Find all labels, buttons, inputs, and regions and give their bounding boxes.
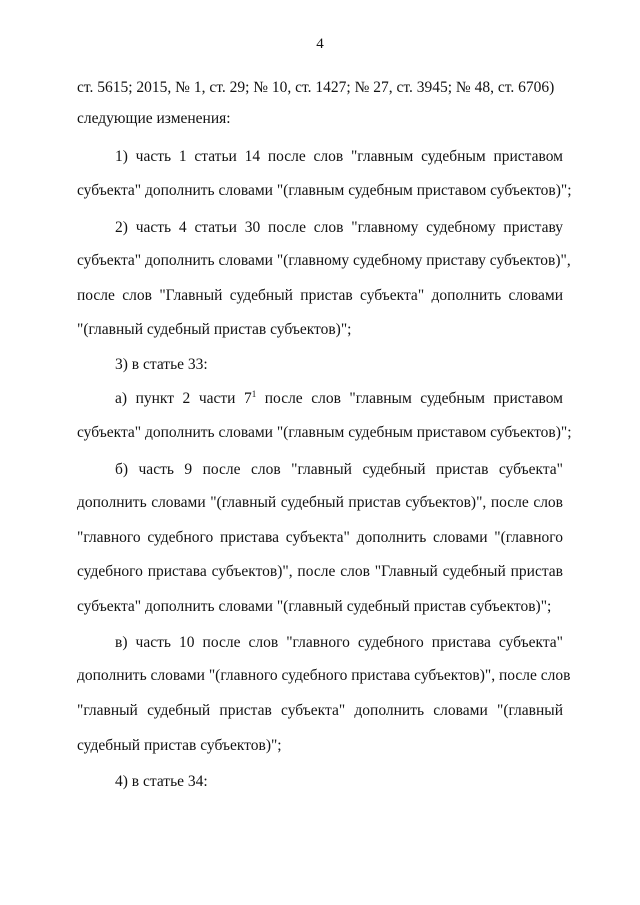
text-line: дополнить словами "(главного судебного пристава субъектов)", после слов bbox=[77, 667, 571, 684]
text-line: судебный пристав субъектов)"; bbox=[77, 737, 282, 754]
text-line: ст. 5615; 2015, № 1, ст. 29; № 10, ст. 1427; № 27, ст. 3945; № 48, ст. 6706) bbox=[77, 79, 555, 96]
text-line: "(главный судебный пристав субъектов)"; bbox=[77, 321, 352, 338]
paragraph-3v-line: в) часть 10 после слов "главного судебного пристава субъекта" bbox=[115, 634, 563, 651]
text-line: судебного пристава субъектов)", после слов "Главный судебный пристав bbox=[77, 563, 563, 580]
text-line: "главного судебного пристава субъекта" дополнить словами "(главного bbox=[77, 529, 563, 546]
paragraph-2-line: 2) часть 4 статьи 30 после слов "главному судебному приставу bbox=[115, 219, 563, 236]
paragraph-4-line: 4) в статье 34: bbox=[115, 773, 208, 790]
text-segment: а) пункт 2 части 7 bbox=[115, 390, 252, 407]
text-line: субъекта" дополнить словами "(главным судебным приставом субъектов)"; bbox=[77, 182, 572, 199]
text-line: после слов "Главный судебный пристав субъекта" дополнить словами bbox=[77, 287, 563, 304]
text-line: субъекта" дополнить словами "(главному судебному приставу субъектов)", bbox=[77, 252, 571, 269]
text-line: субъекта" дополнить словами "(главным судебным приставом субъектов)"; bbox=[77, 424, 572, 441]
text-line: дополнить словами "(главный судебный пристав субъектов)", после слов bbox=[77, 494, 563, 511]
text-line: субъекта" дополнить словами "(главный судебный пристав субъектов)"; bbox=[77, 598, 552, 615]
text-line: следующие изменения: bbox=[77, 110, 231, 127]
paragraph-3a-line bbox=[115, 389, 563, 409]
paragraph-3b-line: б) часть 9 после слов "главный судебный пристав субъекта" bbox=[115, 461, 563, 478]
page-number: 4 bbox=[316, 36, 324, 52]
text-line: "главный судебный пристав субъекта" дополнить словами "(главный bbox=[77, 702, 563, 719]
text-segment: после слов "главным судебным приставом bbox=[256, 390, 563, 407]
paragraph-3-line: 3) в статье 33: bbox=[115, 356, 208, 373]
paragraph-1-line: 1) часть 1 статьи 14 после слов "главным судебным приставом bbox=[115, 148, 563, 165]
superscript: 1 bbox=[251, 389, 257, 399]
